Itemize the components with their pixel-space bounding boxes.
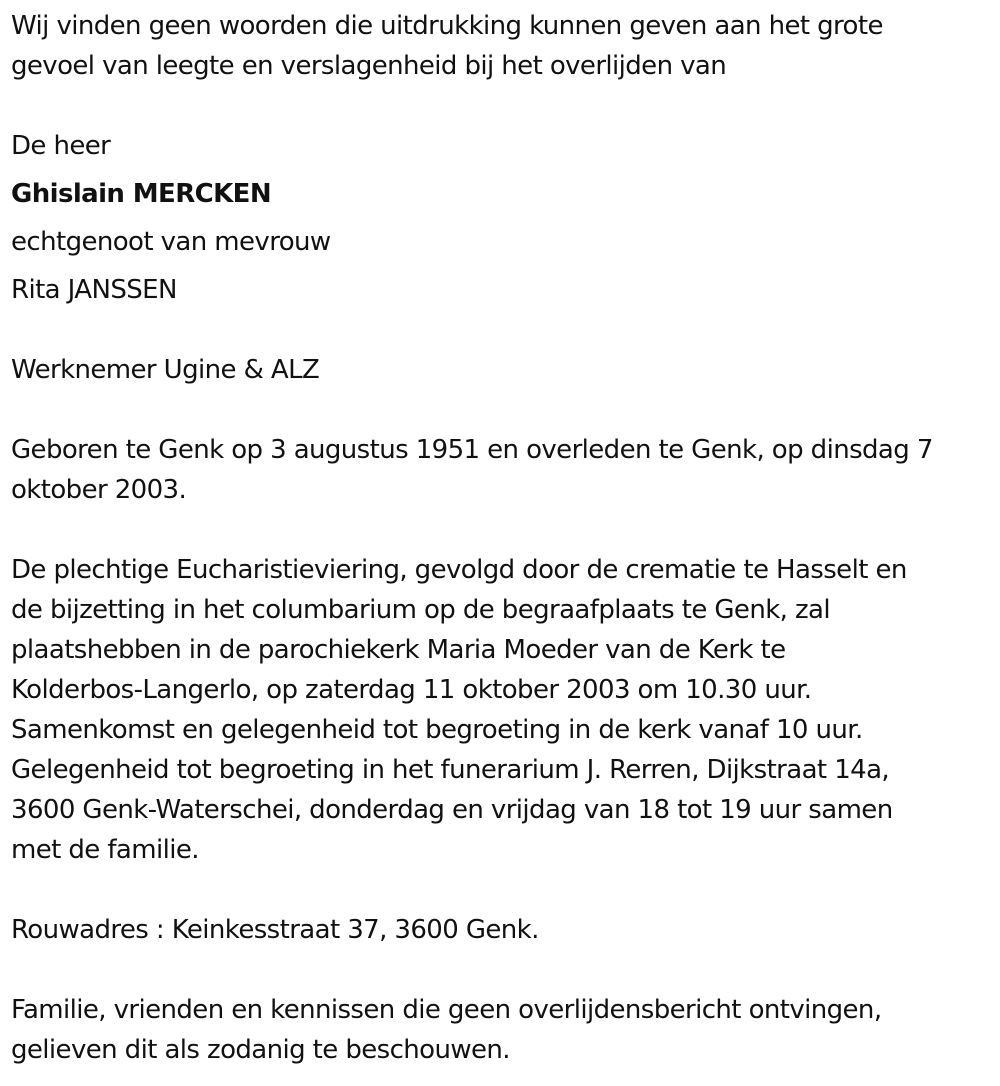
ceremony-line: 3600 Genk-Waterschei, donderdag en vrijdag van 18 tot 19 uur samen: [11, 795, 893, 825]
ceremony-line: plaatshebben in de parochiekerk Maria Moeder van de Kerk te: [11, 635, 786, 665]
intro-line-1: Wij vinden geen woorden die uitdrukking kunnen geven aan het grote: [11, 11, 883, 41]
ceremony-line: de bijzetting in het columbarium op de begraafplaats te Genk, zal: [11, 595, 830, 625]
birth-death-line-2: oktober 2003.: [11, 475, 187, 505]
occupation: Werknemer Ugine & ALZ: [11, 355, 320, 385]
mourning-address: Rouwadres : Keinkesstraat 37, 3600 Genk.: [11, 915, 539, 945]
relation-text: echtgenoot van mevrouw: [11, 227, 331, 257]
ceremony-line: met de familie.: [11, 835, 199, 865]
birth-death-line-1: Geboren te Genk op 3 augustus 1951 en overleden te Genk, op dinsdag 7: [11, 435, 933, 465]
salutation: De heer: [11, 131, 111, 161]
ceremony-line: De plechtige Eucharistieviering, gevolgd door de crematie te Hasselt en: [11, 555, 907, 585]
intro-line-2: gevoel van leegte en verslagenheid bij het overlijden van: [11, 51, 727, 81]
closing-line-1: Familie, vrienden en kennissen die geen overlijdensbericht ontvingen,: [11, 995, 882, 1025]
ceremony-line: Samenkomst en gelegenheid tot begroeting in de kerk vanaf 10 uur.: [11, 715, 863, 745]
ceremony-line: Gelegenheid tot begroeting in het funerarium J. Rerren, Dijkstraat 14a,: [11, 755, 890, 785]
closing-line-2: gelieven dit als zodanig te beschouwen.: [11, 1035, 510, 1065]
deceased-name: Ghislain MERCKEN: [11, 179, 271, 209]
ceremony-line: Kolderbos-Langerlo, op zaterdag 11 oktober 2003 om 10.30 uur.: [11, 675, 812, 705]
spouse-name: Rita JANSSEN: [11, 275, 177, 305]
